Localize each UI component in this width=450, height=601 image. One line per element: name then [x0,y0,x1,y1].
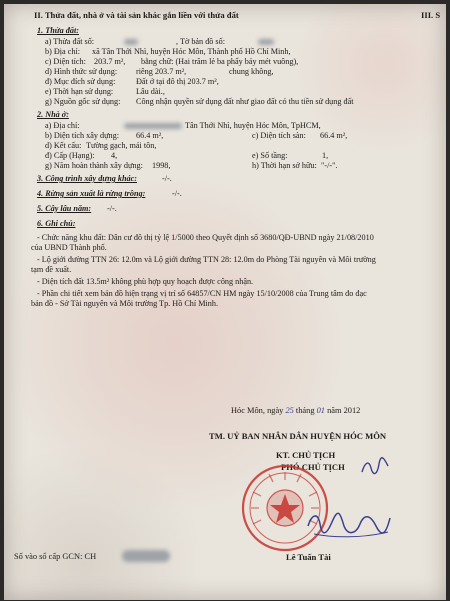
signing-kt: KT. CHỦ TỊCH [276,450,336,460]
house-h-value: "-/-". [321,161,338,170]
date-year: 2012 [343,406,361,415]
note-line: - Lộ giới đường TTN 26: 12.0m và Lộ giới đường TTN 28: 12.0m do Phòng Tài nguyên và Môi trường [37,255,376,264]
note-line: của UBND Thành phố. [31,243,107,252]
handwritten-signature-icon [304,504,394,544]
land-b-label: b) Địa chỉ: [45,47,81,56]
note-line: - Diện tích đất 13.5m² không phù hợp quy hoạch được công nhận. [37,277,254,286]
land-f-value: Lâu dài., [136,87,165,96]
land-g-value: Công nhận quyền sử dụng đất như giao đất có thu tiền sử dụng đất [136,97,354,106]
date-place: Hóc Môn, [231,406,265,415]
signing-org: TM. UỶ BAN NHÂN DÂN HUYỆN HÓC MÔN [209,431,387,441]
redacted-mark [122,550,170,562]
house-h-label: h) Thời hạn sở hữu: [252,161,317,170]
land-d-label: d) Hình thức sử dụng: [45,67,118,76]
section-4-value: -/-. [172,189,182,198]
note-line: bản đồ - Sở Tài nguyên và Môi trường Tp. Hồ Chí Minh. [31,299,218,308]
land-g-label: g) Nguồn gốc sử dụng: [45,97,121,106]
signing-role: PHÓ CHỦ TỊCH [281,462,345,472]
land-e-value: Đất ở tại đô thị 203.7 m², [136,77,219,86]
signing-date [231,406,360,416]
land-a-sheet: , Tờ bản đồ số: [176,37,225,46]
house-dd-label: đ) Cấp (Hạng): [45,151,95,160]
section-5-value: -/-. [107,204,117,213]
house-e-label: e) Số tầng: [252,151,288,160]
house-dd-value: 4, [111,151,118,160]
land-c-value: 203.7 m², [94,57,126,66]
certificate-page [4,4,446,600]
date-day-word: ngày [267,406,284,415]
redacted-mark [258,39,274,45]
section-3-heading: 3. Công trình xây dựng khác: [37,174,137,183]
land-a-label: a) Thửa đất số: [45,37,95,46]
date-month-word: tháng [295,406,315,415]
land-e-label: đ) Mục đích sử dụng: [45,77,116,86]
house-c-value: 66.4 m², [320,131,348,140]
section-6-heading: 6. Ghi chú: [37,219,76,228]
house-heading: 2. Nhà ở: [37,110,69,119]
section-3-value: -/-. [162,174,172,183]
note-line: tạm đề xuất. [31,265,72,274]
land-d-shared: chung không, [229,67,274,76]
land-d-value: riêng 203.7 m², [136,67,187,76]
house-a-label: a) Địa chỉ: [45,121,80,130]
house-g-label: g) Năm hoàn thành xây dựng: [45,161,143,170]
section-5-heading: 5. Cây lâu năm: [37,204,92,213]
house-e-value: 1, [322,151,329,160]
redacted-mark [124,123,182,129]
page-mark: III. S [421,10,441,20]
date-month: 01 [316,406,325,415]
house-g-value: 1998, [152,161,171,170]
house-b-label: b) Diện tích xây dựng: [45,131,120,140]
initial-signature-icon [359,456,391,480]
signer-name: Lê Tuấn Tài [286,552,331,562]
date-year-word: năm [327,406,342,415]
house-d-value: Tường gạch, mái tôn, [86,141,157,150]
house-b-value: 66.4 m², [136,131,164,140]
house-c-label: c) Diện tích sàn: [252,131,306,140]
land-c-label: c) Diện tích: [45,57,86,66]
land-b-value: xã Tân Thới Nhì, huyện Hóc Môn, Thành phố Hồ Chí Minh, [92,47,291,56]
section-title: II. Thửa đất, nhà ở và tài sản khác gắn liền với thửa đất [34,10,239,20]
land-f-label: e) Thời hạn sử dụng: [45,87,114,96]
note-line: - Phần chi tiết xem bản đồ hiện trạng vị trí số 64857/CN HM ngày 15/10/2008 của Trung tâm đo đạc [37,289,367,298]
land-c-words: bằng chữ: (Hai trăm lẻ ba phẩy bảy mét vuông), [141,57,299,66]
land-heading: 1. Thửa đất: [37,26,79,35]
note-line: - Chức năng khu đất: Dân cư đô thị tỷ lệ 1/5000 theo Quyết định số 3680/QĐ-UBND ngày 21/08/2010 [37,233,374,242]
certificate-number-label: Số vào sổ cấp GCN: CH [14,552,97,561]
house-d-label: d) Kết cấu: [45,141,82,150]
house-a-value: Tân Thới Nhì, huyện Hóc Môn, TpHCM, [185,121,321,130]
redacted-mark [124,39,138,45]
section-4-heading: 4. Rừng sản xuất là rừng trồng: [37,189,146,198]
date-day: 25 [285,406,294,415]
